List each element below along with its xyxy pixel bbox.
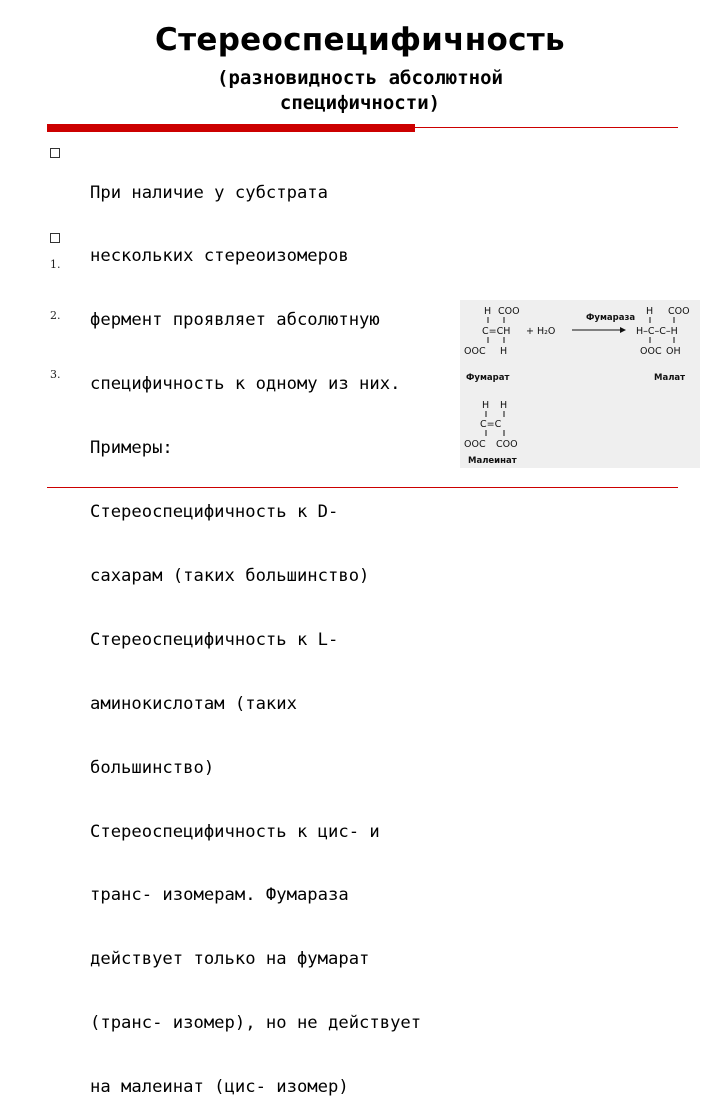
bullet-square-icon — [50, 148, 60, 158]
fumarate-coo-top: COO — [498, 306, 520, 317]
bottom-divider — [47, 487, 678, 488]
maleate-coo-left: OOC — [464, 439, 486, 450]
fumarate-label: Фумарат — [466, 373, 510, 383]
body-line: фермент проявляет абсолютную — [90, 310, 380, 331]
fumarate-h-bottom: H — [500, 346, 508, 357]
maleate-core: C=C — [480, 419, 502, 430]
plus-water: + H₂O — [526, 326, 556, 337]
fumarase-reaction-diagram — [460, 300, 700, 468]
body-line: Стереоспецифичность к цис- и — [90, 821, 380, 842]
malate-coo-bottom: OOC — [640, 346, 662, 357]
fumarate-coo-bottom: OOC — [464, 346, 486, 357]
body-line: большинство) — [90, 757, 215, 778]
fumarate-core: C=CH — [482, 326, 511, 337]
malate-oh: OH — [666, 346, 681, 357]
fumarate-h-top: H — [484, 306, 492, 317]
subtitle-line-1: (разновидность абсолютной — [217, 67, 503, 89]
body-line: сахарам (таких большинство) — [90, 565, 370, 586]
malate-coo-top: COO — [668, 306, 690, 317]
body-line: Примеры: — [90, 438, 173, 459]
malate-label: Малат — [654, 373, 686, 383]
body-text — [90, 140, 470, 1120]
slide-subtitle — [140, 66, 580, 116]
body-line: действует только на фумарат — [90, 949, 370, 970]
maleate-h-right: H — [500, 400, 508, 411]
malate-core: H–C–C–H — [636, 326, 678, 337]
body-line: специфичность к одному из них. — [90, 374, 401, 395]
list-number: 2. — [50, 309, 61, 322]
maleate-h-left: H — [482, 400, 490, 411]
body-line: нескольких стереоизомеров — [90, 246, 349, 267]
body-line: При наличие у субстрата — [90, 182, 328, 203]
enzyme-label: Фумараза — [586, 313, 636, 323]
body-line: Стереоспецифичность к L- — [90, 629, 339, 650]
maleate-label: Малеинат — [468, 456, 517, 466]
body-line: транс- изомерам. Фумараза — [90, 885, 349, 906]
body-line: Стереоспецифичность к D- — [90, 502, 339, 523]
subtitle-line-2: специфичности) — [279, 92, 441, 114]
list-number: 1. — [50, 258, 61, 271]
body-line: аминокислотам (таких — [90, 693, 297, 714]
body-line: на малеинат (цис- изомер) — [90, 1077, 349, 1098]
maleate-coo-right: COO — [496, 439, 518, 450]
top-divider — [415, 127, 678, 128]
accent-bar — [47, 124, 415, 132]
malate-h-top: H — [646, 306, 654, 317]
body-line: (транс- изомер), но не действует — [90, 1013, 422, 1034]
bullet-square-icon — [50, 233, 60, 243]
slide-title: Стереоспецифичность — [155, 22, 565, 58]
list-number: 3. — [50, 368, 61, 381]
